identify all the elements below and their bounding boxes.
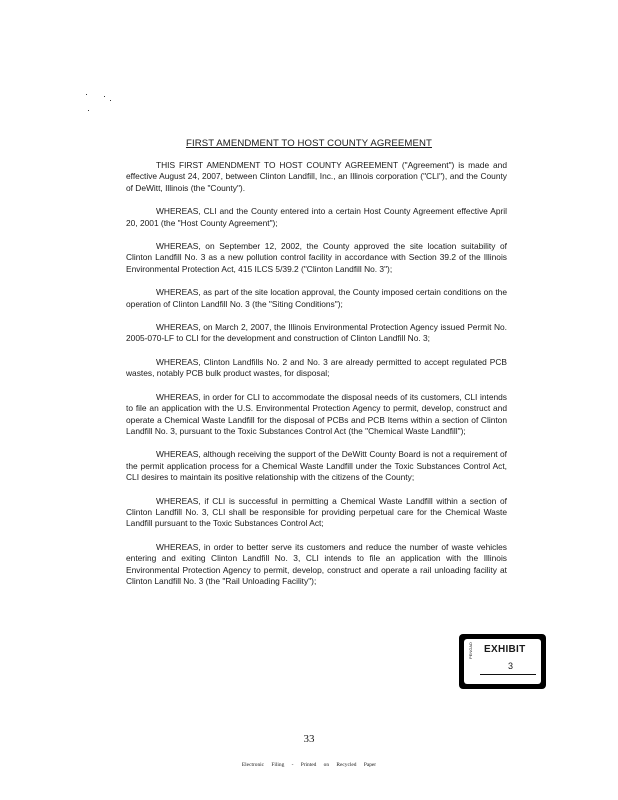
- paragraph: THIS FIRST AMENDMENT TO HOST COUNTY AGREEMENT ("Agreement") is made and effective August 24, 2007, between Clinton Landfill, Inc., an Illinois corporation ("CLI"), and the County of DeWitt, Illinois (the "County").: [126, 160, 507, 193]
- scan-speck: [88, 110, 89, 111]
- paragraph: WHEREAS, in order for CLI to accommodate the disposal needs of its customers, CLI intends to file an application with the U.S. Environmental Protection Agency to permit, develop, construct and operate a Chemical Waste Landfill for the disposal of PCBs and PCB Items within a section of Clinton Landfill No. 3, pursuant to the Toxic Substances Control Act (the "Chemical Waste Landfill");: [126, 391, 507, 436]
- paragraph: WHEREAS, as part of the site location approval, the County imposed certain conditions on the operation of Clinton Landfill No. 3 (the "Siting Conditions");: [126, 287, 507, 309]
- page-number: 33: [303, 733, 315, 745]
- exhibit-sticker-face: [464, 639, 541, 684]
- document-title: FIRST AMENDMENT TO HOST COUNTY AGREEMENT: [185, 138, 432, 149]
- paragraph: WHEREAS, although receiving the support of the DeWitt County Board is not a requirement of the permit application process for a Chemical Waste Landfill under the Toxic Substances Control Act, CLI desires to maintain its positive relationship with the citizens of the County;: [126, 449, 507, 483]
- exhibit-number: 3: [508, 661, 514, 671]
- scan-speck: [110, 100, 111, 101]
- exhibit-sticker: [459, 634, 546, 689]
- scan-speck: [86, 94, 87, 95]
- paragraph: WHEREAS, CLI and the County entered into a certain Host County Agreement effective April 20, 2001 (the "Host County Agreement");: [126, 206, 507, 228]
- page-footer: Electronic Filing - Printed on Recycled Paper: [241, 762, 377, 768]
- paragraph: WHEREAS, on March 2, 2007, the Illinois Environmental Protection Agency issued Permit No. 2005-070-LF to CLI for the development and construction of Clinton Landfill No. 3;: [126, 322, 507, 344]
- exhibit-label: EXHIBIT: [484, 644, 526, 655]
- document-body: [126, 160, 507, 599]
- paragraph: WHEREAS, if CLI is successful in permitting a Chemical Waste Landfill within a section of Clinton Landfill No. 3, CLI shall be responsible for providing perpetual care for the Chemical Waste Landfill pursuant to the Toxic Substances Control Act;: [126, 495, 507, 529]
- paragraph: WHEREAS, Clinton Landfills No. 2 and No. 3 are already permitted to accept regulated PCB wastes, notably PCB bulk product wastes, for disposal;: [126, 356, 507, 379]
- exhibit-sticker-brand: PENGAD: [468, 642, 473, 659]
- scan-specks: [86, 94, 126, 124]
- exhibit-signature-line: [480, 674, 536, 675]
- paragraph: WHEREAS, on September 12, 2002, the County approved the site location suitability of Clinton Landfill No. 3 as a new pollution control facility in accordance with Section 39.2 of the Illinois Environmental Protection Act, 415 ILCS 5/39.2 ("Clinton Landfill No. 3");: [126, 241, 507, 274]
- paragraph: WHEREAS, in order to better serve its customers and reduce the number of waste vehicles entering and exiting Clinton Landfill No. 3, CLI intends to file an application with the Illinois Environmental Protection Agency to permit, develop, construct and operate a rail unloading facility at Clinton Landfill No. 3 (the "Rail Unloading Facility");: [126, 541, 507, 586]
- scan-speck: [104, 96, 105, 97]
